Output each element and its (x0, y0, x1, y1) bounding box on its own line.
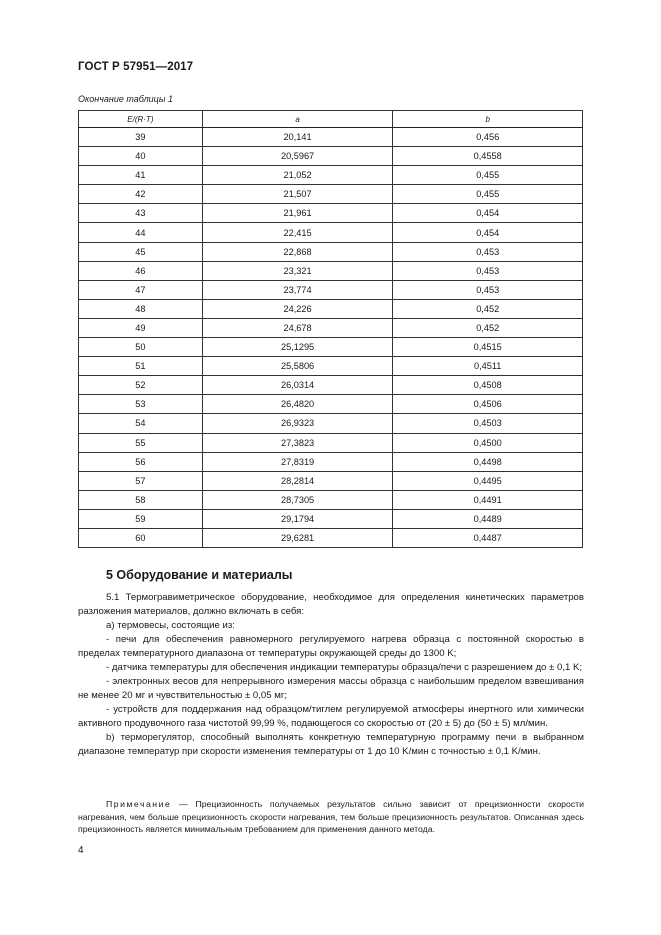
table-cell: 55 (79, 433, 203, 452)
table-cell: 41 (79, 166, 203, 185)
table-cell: 0,4506 (393, 395, 583, 414)
table-row (79, 318, 583, 337)
table-row (79, 357, 583, 376)
table-cell: 44 (79, 223, 203, 242)
paragraph: 5.1 Термогравиметрическое оборудование, необходимое для определения кинетических параметров разложения материалов, должно включать в себя: (78, 592, 584, 617)
paragraph: - устройств для поддержания над образцом/тиглем регулируемой атмосферы инертного или химически активного продувочного газа чистотой 99,99 %, подающегося со скоростью от (20 ± 5) до (50 ± 5) мл/мин. (78, 704, 584, 729)
table-cell: 22,415 (202, 223, 393, 242)
table-row (79, 223, 583, 242)
table-cell: 27,8319 (202, 452, 393, 471)
table-cell: 52 (79, 376, 203, 395)
table-cell: 26,4820 (202, 395, 393, 414)
table-body (79, 128, 583, 548)
table-cell: 0,4495 (393, 471, 583, 490)
table-row (79, 185, 583, 204)
column-header-b: b (393, 111, 583, 128)
table-cell: 43 (79, 204, 203, 223)
table-row (79, 299, 583, 318)
table-cell: 29,6281 (202, 528, 393, 547)
table-cell: 58 (79, 490, 203, 509)
table-cell: 40 (79, 147, 203, 166)
table-cell: 39 (79, 128, 203, 147)
table-row (79, 280, 583, 299)
table-cell: 46 (79, 261, 203, 280)
table-cell: 24,678 (202, 318, 393, 337)
table-cell: 0,4498 (393, 452, 583, 471)
table-row (79, 261, 583, 280)
table-cell: 48 (79, 299, 203, 318)
table-row (79, 242, 583, 261)
table-cell: 0,455 (393, 185, 583, 204)
table-row (79, 338, 583, 357)
table-row (79, 433, 583, 452)
table-cell: 0,454 (393, 223, 583, 242)
table-cell: 54 (79, 414, 203, 433)
table-cell: 26,0314 (202, 376, 393, 395)
table-cell: 0,456 (393, 128, 583, 147)
table-cell: 53 (79, 395, 203, 414)
table-cell: 60 (79, 528, 203, 547)
column-header-a: a (202, 111, 393, 128)
note (78, 798, 584, 836)
table-cell: 29,1794 (202, 509, 393, 528)
table-cell: 0,4558 (393, 147, 583, 166)
table-header-row (79, 111, 583, 128)
table-row (79, 204, 583, 223)
section-title: 5 Оборудование и материалы (106, 568, 293, 582)
table-row (79, 509, 583, 528)
note-label: Примечание (106, 799, 172, 809)
table-cell: 28,7305 (202, 490, 393, 509)
table-cell: 25,5806 (202, 357, 393, 376)
table-row (79, 452, 583, 471)
table-cell: 0,453 (393, 280, 583, 299)
table-cell: 23,774 (202, 280, 393, 299)
table-cell: 0,4508 (393, 376, 583, 395)
table-cell: 27,3823 (202, 433, 393, 452)
table-cell: 0,452 (393, 318, 583, 337)
table-cell: 50 (79, 338, 203, 357)
table-cell: 28,2814 (202, 471, 393, 490)
table-cell: 21,052 (202, 166, 393, 185)
column-header-e-rt: E/(R·T) (79, 111, 203, 128)
table-cell: 20,5967 (202, 147, 393, 166)
table-cell: 51 (79, 357, 203, 376)
data-table (78, 110, 583, 548)
table-cell: 0,4491 (393, 490, 583, 509)
table-cell: 0,4503 (393, 414, 583, 433)
table-row (79, 166, 583, 185)
table-row (79, 528, 583, 547)
table-cell: 0,454 (393, 204, 583, 223)
paragraph: а) термовесы, состоящие из: (106, 620, 235, 631)
page-number: 4 (78, 845, 84, 856)
table-cell: 24,226 (202, 299, 393, 318)
table-cell: 0,4500 (393, 433, 583, 452)
table-cell: 57 (79, 471, 203, 490)
table-row (79, 471, 583, 490)
table-cell: 59 (79, 509, 203, 528)
table-cell: 0,452 (393, 299, 583, 318)
table-cell: 22,868 (202, 242, 393, 261)
paragraph: b) терморегулятор, способный выполнять конкретную температурную программу печи в выбранном диапазоне температур при скорости изменения температуры от 1 до 10 K/мин с точностью ± 0,1 K/мин. (78, 732, 584, 757)
paragraph: - датчика температуры для обеспечения индикации температуры образца/печи с разрешением до ± 0,1 K; (106, 662, 583, 673)
table-cell: 42 (79, 185, 203, 204)
paragraph: - печи для обеспечения равномерного регулируемого нагрева образца с постоянной скоростью в пределах температурного диапазона от температуры окружающей среды до 1300 K; (78, 634, 584, 659)
table-cell: 0,4511 (393, 357, 583, 376)
section-body (78, 591, 584, 759)
table-cell: 0,455 (393, 166, 583, 185)
table-cell: 23,321 (202, 261, 393, 280)
table-cell: 0,4489 (393, 509, 583, 528)
table-cell: 0,4487 (393, 528, 583, 547)
table-cell: 45 (79, 242, 203, 261)
table-cell: 25,1295 (202, 338, 393, 357)
table-row (79, 376, 583, 395)
paragraph: - электронных весов для непрерывного измерения массы образца с наибольшим пределом взвешивания не менее 20 мг и чувствительностью ± 0,05 мг; (78, 676, 584, 701)
table-row (79, 147, 583, 166)
table-cell: 0,4515 (393, 338, 583, 357)
table-cell: 0,453 (393, 261, 583, 280)
table-row (79, 414, 583, 433)
table-row (79, 128, 583, 147)
table-caption: Окончание таблицы 1 (78, 94, 173, 104)
table-row (79, 395, 583, 414)
table-cell: 49 (79, 318, 203, 337)
document-header: ГОСТ Р 57951—2017 (78, 61, 194, 73)
table-cell: 56 (79, 452, 203, 471)
table-row (79, 490, 583, 509)
table-cell: 26,9323 (202, 414, 393, 433)
table-cell: 21,507 (202, 185, 393, 204)
note-text: — Прецизионность получаемых результатов сильно зависит от прецизионности скорости нагревания, чем больше прецизионность скорости нагревания, тем больше прецизионность результатов. Описанная здесь прецизионность является минимальным требованием для применения данного метода. (78, 799, 584, 834)
table-cell: 20,141 (202, 128, 393, 147)
table-cell: 47 (79, 280, 203, 299)
table-cell: 0,453 (393, 242, 583, 261)
table-cell: 21,961 (202, 204, 393, 223)
